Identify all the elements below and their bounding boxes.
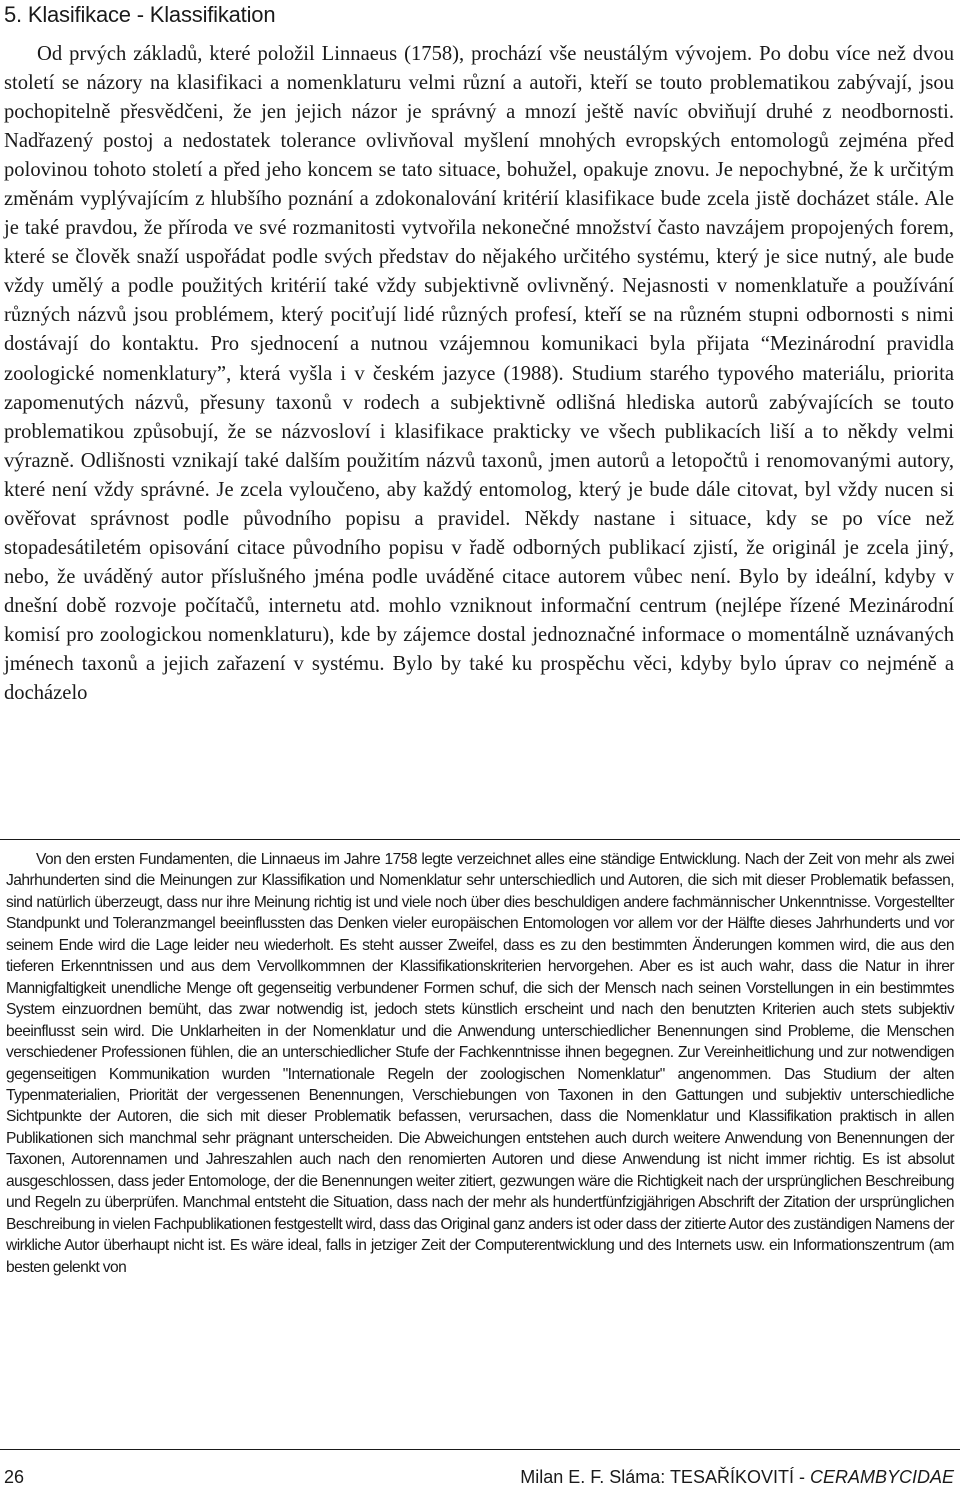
running-title-author: Milan E. F. Sláma: (520, 1467, 670, 1487)
running-title-latin: CERAMBYCIDAE (809, 1467, 954, 1487)
german-paragraph: Von den ersten Fundamenten, die Linnaeus im Jahre 1758 legte verzeichnet alles eine ständige Entwicklung. Nach der Zeit von mehr als zwei Jahrhunderten sind die Meinungen zur Klassifikation und Nomenklatur sehr unterschiedlich und Autoren, die sich mit dieser Problematik befassen, sind natürlich überzeugt, dass nur ihre Meinung richtig ist und viele noch über dies beschuldigen andere fachmännischer Unkenntnisse. Vorgestellter Standpunkt und Toleranzmangel beeinflussten das Denken vieler europäischen Entomologen vor allem vor der Hälfte dieses Jahrhunderts und vor seinem Ende wird die Lage leider neu wiederholt. Es steht ausser Zweifel, dass es zu den bestimmten Änderungen kommen wird, die aus den tieferen Erkenntnissen und aus dem Vervollkommnen der Klassifikationskriterien hervorgehen. Aber es ist auch wahr, dass die Natur in ihrer Mannigfaltigkeit unendliche Menge oft gegenseitig verbundener Formen schuf, die sich der Mensch nach seinen Vorstellungen in ein bestimmtes System einzuordnen bemüht, das zwar notwendig ist, jedoch stets künstlich erscheint und nach den benutzten Kriterien auch stets subjektiv beeinflusst sein wird. Die Unklarheiten in der Nomenklatur und die Anwendung unterschiedlicher Benennungen sind Probleme, die Menschen verschiedener Professionen fühlen, die an unterschiedlicher Stufe der Fachkenntnisse ihnen begegnen. Zur Vereinheitlichung und zur notwendigen gegenseitigen Kommunikation wurden "Internationale Regeln der zoologischen Nomenklatur" angenommen. Das Studium der alten Typenmaterialien, Priorität der vergessenen Benennungen, Verschiebungen von Taxonen in den Gattungen und subjektiv unterschiedliche Sichtpunkte der Autoren, die sich mit dieser Problematik befassen, verursachen, dass die Nomenklatur und Klassifikation praktisch in allen Publikationen sich manchmal sehr prägnant unterscheiden. Die Abweichungen entstehen auch durch weitere Anwendung von Benennungen der Taxonen, Autorennamen und Jahreszahlen auch nach den renomierten Autoren und diese Anwendung ist nicht immer richtig. Es ist absolut ausgeschlossen, dass jeder Entomologe, der die Benennungen weiter zitiert, gezwungen wäre die Richtigkeit nach der ursprünglichen Beschreibung und Regeln zu überprüfen. Manchmal entsteht die Situation, dass nach der mehr als hundertfünfzigjährigen Abschrift der Zitation der ursprünglichen Beschreibung in vielen Fachpublikationen festgestellt wird, dass das Original ganz anders ist oder dass der zitierte Autor des zuständigen Namens der wirkliche Autor überhaupt nicht ist. Es wäre ideal, falls in jetziger Zeit der Computerentwicklung und des Internets usw. ein Informationszentrum (am besten gelenkt von (6, 851, 954, 1276)
page-number: 26 (4, 1467, 25, 1487)
section-divider (0, 839, 960, 840)
footer-divider (0, 1449, 960, 1450)
running-title (520, 1464, 954, 1490)
czech-paragraph: Od prvých základů, které položil Linnaeus (1758), prochází vše neustálým vývojem. Po dobu více než dvou století se názory na klasifikaci a nomenklaturu velmi různí a autoři, kteří se touto problematikou zabývají, jsou pochopitelně přesvědčeni, že jen jejich názor je správný a mnozí ještě navíc obviňují druhé z neodbornosti. Nadřazený postoj a nedostatek tolerance ovlivňoval myšlení mnohých evropských entomologů zejména před polovinou tohoto století a před jeho koncem se tato situace, bohužel, opakuje znovu. Je nepochybné, že k určitým změnám vyplývajícím z hlubšího poznání a zdokonalování kritérií klasifikace bude zcela jistě docházet stále. Ale je také pravdou, že příroda ve své rozmanitosti vytvořila nekonečné množství často navzájem propojených forem, které se člověk snaží uspořádat podle svých představ do nějakého určitého systému, který je sice nutný, ale bude vždy umělý a podle použitých kritérií také vždy subjektivně ovlivněný. Nejasnosti v nomenklatuře a používání různých názvů jsou problémem, který pociťují lidé různých profesí, kteří se na různém stupni odbornosti s nimi dostávají do kontaktu. Pro sjednocení a nutnou vzájemnou komunikaci byla přijata “Mezinárodní pravidla zoologické nomenklatury”, která vyšla i v českém jazyce (1988). Studium starého typového materiálu, priorita zapomenutých názvů, přesuny taxonů v rodech a subjektivně odlišná hlediska autorů zabývajících se touto problematikou způsobují, že se názvosloví i klasifikace prakticky ve všech publikacích liší a to někdy velmi výrazně. Odlišnosti vznikají také dalším použitím názvů taxonů, jmen autorů a letopočtů i renomovanými autory, které není vždy správné. Je zcela vyloučeno, aby každý entomolog, který je bude dále citovat, byl vždy nucen si ověřovat správnost podle původního popisu a pravidel. Někdy nastane i situace, kdy se po více než stopadesátiletém opisování citace původního popisu v řadě odborných publikací zjistí, že originál je zcela jiný, nebo, že uváděný autor příslušného jména podle uváděné citace autorem vůbec není. Bylo by ideální, kdyby v dnešní době rozvoje počítačů, internetu atd. mohlo vzniknout informační centrum (nejlépe řízené Mezinárodní komisí pro zoologickou nomenklaturu), kde by zájemce dostal jednoznačné informace o momentálně uznávaných jménech taxonů a jejich zařazení v systému. Bylo by také ku prospěchu věci, kdyby bylo úprav co nejméně a docházelo (4, 43, 954, 705)
section-heading: 5. Klasifikace - Klassifikation (4, 2, 276, 27)
page-footer (4, 1464, 954, 1490)
running-title-czech: TESAŘÍKOVITÍ - (669, 1467, 810, 1487)
